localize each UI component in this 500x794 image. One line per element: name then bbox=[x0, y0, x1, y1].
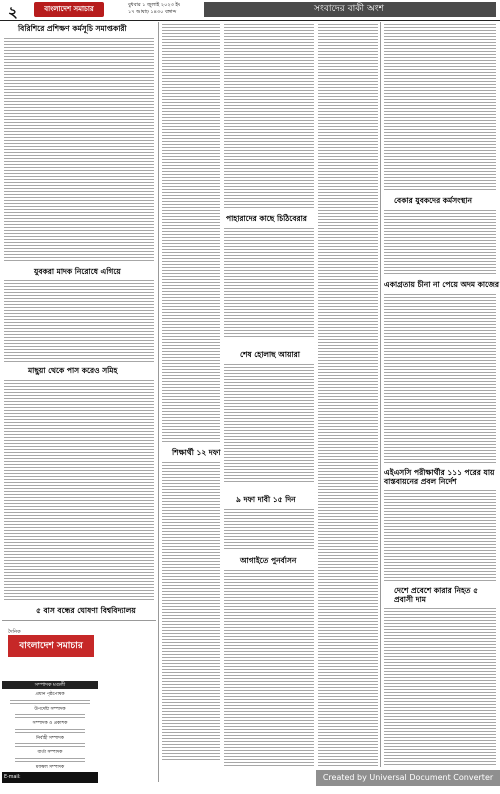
masthead-box bbox=[2, 627, 98, 677]
section-title: সংবাদের বাকী অংশ bbox=[314, 4, 384, 14]
page-header bbox=[0, 0, 500, 21]
column-divider bbox=[158, 22, 159, 782]
credit-name bbox=[15, 714, 85, 720]
credit-line: মফস্বল সম্পাদক bbox=[35, 764, 65, 770]
editor-bar bbox=[2, 681, 98, 689]
headline-9: বেকার যুবকদের কর্মসংস্থান bbox=[394, 196, 473, 205]
section-banner bbox=[204, 2, 496, 17]
article-body-col3b bbox=[224, 228, 314, 338]
credit-name bbox=[10, 700, 90, 706]
headline-1: বিরিশিরে প্রশিক্ষণ কর্মসূচি সমাপ্তকারী bbox=[18, 24, 127, 33]
article-body-col2b bbox=[162, 462, 220, 762]
credit-name bbox=[15, 729, 85, 735]
article-body-col3 bbox=[224, 24, 314, 210]
article-body-col5 bbox=[384, 24, 496, 192]
date-line bbox=[128, 2, 180, 16]
watermark-text: Created by Universal Document Converter bbox=[322, 773, 494, 782]
converter-watermark bbox=[316, 770, 500, 786]
newspaper-logo bbox=[34, 2, 104, 17]
headline-13: আগাইতে পুনর্বাসন bbox=[240, 556, 297, 565]
headline-12: দেশে প্রবেশে কারার নিহত ৫ প্রবাসী দাম bbox=[394, 586, 479, 604]
masthead-tagline: দৈনিক bbox=[8, 629, 21, 635]
credit-name bbox=[15, 758, 85, 764]
page-number: ২ bbox=[8, 3, 18, 21]
email-bar bbox=[2, 772, 98, 791]
credits-list bbox=[4, 692, 96, 771]
article-body-1 bbox=[4, 38, 154, 263]
headline-10: একাগ্রতায় চীনা না পেয়ে অদম কাজের bbox=[384, 280, 499, 289]
headline-4: ৫ বাস বন্ধের ঘোষণা বিশ্ববিদ্যালয় bbox=[36, 606, 136, 615]
headline-3: মাছুয়া থেকে পাস করেও সমিহ bbox=[28, 366, 118, 375]
article-body-col3c bbox=[224, 364, 314, 484]
credit-line: নির্বাহী সম্পাদক bbox=[36, 735, 64, 741]
editor-bar-label: সম্পাদক মণ্ডলী bbox=[34, 682, 66, 688]
article-body-col5b bbox=[384, 210, 496, 276]
article-body-3 bbox=[4, 380, 154, 602]
column-divider bbox=[380, 22, 381, 767]
divider bbox=[2, 620, 156, 621]
article-body-col5d bbox=[384, 490, 496, 582]
credit-line: বার্তা সম্পাদক bbox=[37, 750, 63, 755]
headline-11: এইএসসি পরীক্ষার্থীর ১১১ পরের যায় বাস্তবায়নের প্রবল নির্দেশ bbox=[384, 468, 495, 486]
masthead-brand: বাংলাদেশ সমাচার bbox=[19, 641, 83, 651]
article-body-col3e bbox=[224, 570, 314, 766]
headline-2: যুবকরা মাদক নিরোধে এগিয়ে bbox=[34, 267, 121, 276]
contact-email: E-mail: bangladeshsomachar@gmail.com bbox=[4, 775, 86, 791]
article-body-col4 bbox=[318, 24, 378, 766]
headline-6: শেষ হোলাছ আয়ারা bbox=[240, 350, 300, 359]
credit-line: সম্পাদক ও প্রকাশক bbox=[32, 721, 68, 726]
date-line-1: বুধবার ১ জুলাই ২০২৩ ইং bbox=[128, 2, 181, 8]
article-body-col3d bbox=[224, 509, 314, 551]
logo-text: বাংলাদেশ সমাচার bbox=[44, 5, 94, 13]
headline-8: শিক্ষার্থী ১২ দফা bbox=[172, 448, 221, 457]
credit-name bbox=[15, 743, 85, 749]
article-body-col5e bbox=[384, 608, 496, 766]
article-body-2 bbox=[4, 280, 154, 362]
masthead-logo bbox=[8, 635, 94, 657]
credit-line: প্রধান পৃষ্ঠপোষক bbox=[35, 692, 65, 697]
article-body-col2 bbox=[162, 24, 220, 444]
headline-7: ৯ দফা দাবী ১৫ দিন bbox=[236, 495, 296, 504]
headline-5: পাহারাদের কাছে চিঠিবেরার bbox=[226, 214, 307, 223]
date-line-2: ১৭ আষাঢ় ১৪৩০ বঙ্গাব্দ bbox=[128, 9, 177, 15]
article-body-col5c bbox=[384, 294, 496, 464]
credit-line: উপদেষ্টা সম্পাদক bbox=[34, 706, 66, 712]
